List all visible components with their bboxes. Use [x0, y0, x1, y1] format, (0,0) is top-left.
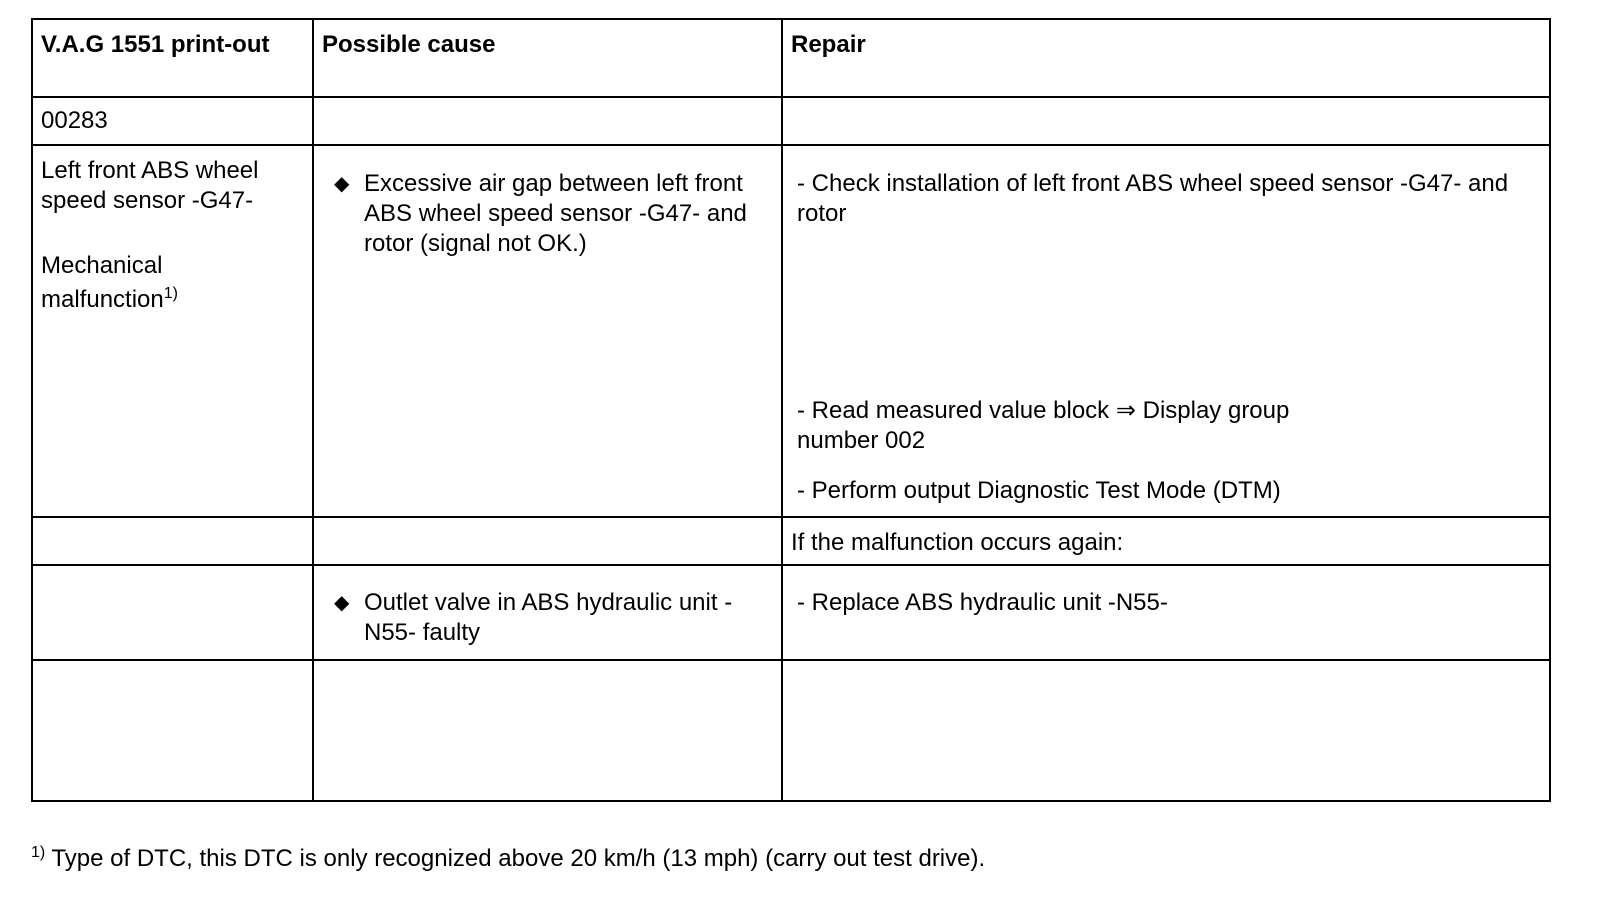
header-repair: Repair	[782, 19, 1550, 97]
table-row	[32, 660, 1550, 801]
table-row	[32, 565, 1550, 660]
table-row	[32, 97, 1550, 145]
fault-description: Left front ABS wheel speed sensor -G47-	[41, 157, 259, 214]
cause-text: Outlet valve in ABS hydraulic unit -N55- faulty	[364, 589, 733, 646]
footnote	[31, 845, 985, 873]
table-row	[32, 517, 1550, 565]
diamond-bullet-icon: ◆	[334, 173, 350, 195]
footnote-marker: 1)	[31, 844, 46, 861]
fault-type: Mechanical malfunction	[41, 252, 164, 313]
footnote-text: Type of DTC, this DTC is only recognized above 20 km/h (13 mph) (carry out test drive).	[51, 845, 986, 872]
dtc-table	[31, 18, 1551, 802]
repair-condition: If the malfunction occurs again:	[782, 517, 1550, 565]
list-item	[322, 169, 773, 259]
repair-step: - Replace ABS hydraulic unit -N55-	[782, 565, 1550, 660]
diamond-bullet-icon: ◆	[334, 592, 350, 614]
header-row	[32, 19, 1550, 97]
repair-step: - Perform output Diagnostic Test Mode (DTM)	[797, 477, 1281, 504]
dtc-code: 00283	[32, 97, 313, 145]
list-item	[322, 588, 773, 648]
cause-text: Excessive air gap between left front ABS wheel speed sensor -G47- and rotor (signal not OK.)	[364, 170, 747, 257]
footnote-ref: 1)	[163, 285, 178, 302]
table-row	[32, 145, 1550, 517]
repair-step: - Read measured value block ⇒ Display group number 002	[797, 397, 1290, 454]
repair-step: - Check installation of left front ABS wheel speed sensor -G47- and rotor	[797, 170, 1509, 227]
header-cause: Possible cause	[313, 19, 782, 97]
header-printout: V.A.G 1551 print-out	[32, 19, 313, 97]
